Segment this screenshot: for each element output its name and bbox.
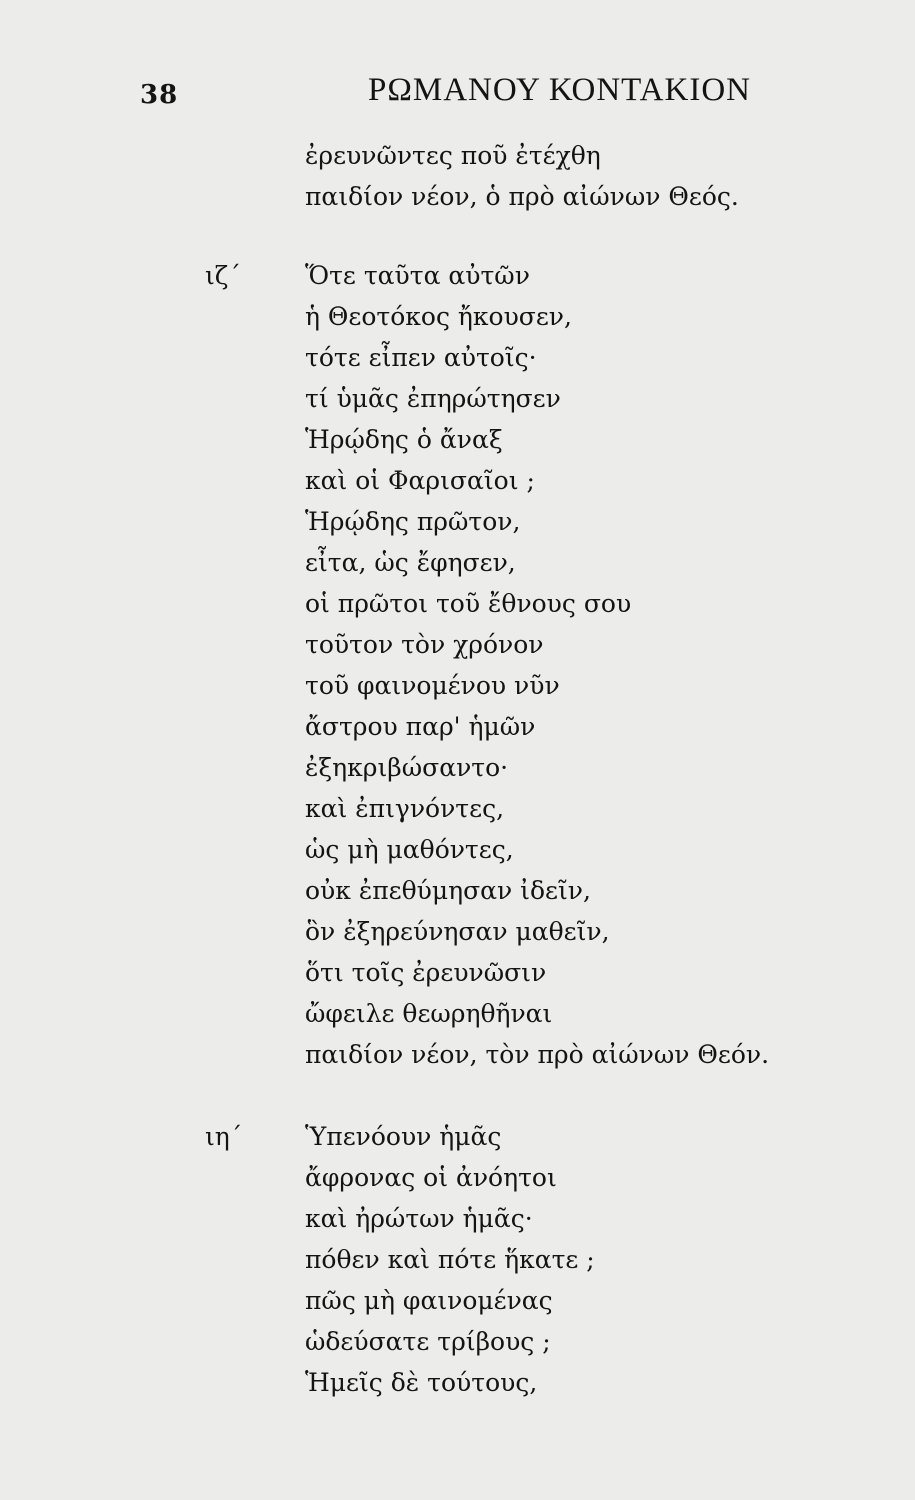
verse-line: τοῦτον τὸν χρόνον (305, 630, 544, 659)
verse-line: ἄφρονας οἱ ἀνόητοι (305, 1163, 557, 1192)
verse-line: Ὅτε ταῦτα αὐτῶν (305, 261, 530, 290)
verse-line: εἶτα, ὡς ἔφησεν, (305, 548, 516, 577)
running-title: ΡΩΜΑΝΟΥ ΚΟΝΤΑΚΙΟΝ (368, 72, 751, 108)
stanza-number: ιζ΄ (205, 261, 241, 290)
verse-line: παιδίον νέον, ὁ πρὸ αἰώνων Θεός. (305, 182, 739, 211)
verse-line: πῶς μὴ φαινομένας (305, 1286, 553, 1315)
verse-line: Ἡρῴδης πρῶτον, (305, 507, 521, 536)
verse-line: ὅτι τοῖς ἐρευνῶσιν (305, 958, 547, 987)
verse-line: οἱ πρῶτοι τοῦ ἔθνους σου (305, 589, 632, 618)
verse-line: Ὑπενόουν ἡμᾶς (305, 1122, 502, 1151)
verse-line: καὶ οἱ Φαρισαῖοι ; (305, 466, 535, 495)
verse-line: ἡ Θεοτόκος ἤκουσεν, (305, 302, 572, 331)
verse-line: ἐξηκριβώσαντο· (305, 753, 509, 782)
stanza-number: ιη΄ (205, 1122, 243, 1151)
verse-line: τοῦ φαινομένου νῦν (305, 671, 560, 700)
verse-line: οὐκ ἐπεθύμησαν ἰδεῖν, (305, 876, 591, 905)
verse-line: καὶ ἠρώτων ἡμᾶς· (305, 1204, 533, 1233)
verse-line: τότε εἶπεν αὐτοῖς· (305, 343, 537, 372)
verse-line: παιδίον νέον, τὸν πρὸ αἰώνων Θεόν. (305, 1040, 770, 1069)
verse-line: ὡδεύσατε τρίβους ; (305, 1327, 551, 1356)
verse-line: Ἡμεῖς δὲ τούτους, (305, 1368, 538, 1397)
verse-line: ἄστρου παρ' ἡμῶν (305, 712, 536, 741)
page-number: 38 (140, 80, 179, 110)
page-header (0, 72, 915, 112)
verse-line: ὃν ἐξηρεύνησαν μαθεῖν, (305, 917, 610, 946)
verse-line: ὤφειλε θεωρηθῆναι (305, 999, 553, 1028)
verse-line: ὡς μὴ μαθόντες, (305, 835, 514, 864)
verse-line: καὶ ἐπιγνόντες, (305, 794, 505, 823)
verse-line: Ἡρῴδης ὁ ἄναξ (305, 425, 503, 454)
verse-line: ἐρευνῶντες ποῦ ἐτέχθη (305, 141, 601, 170)
verse-line: τί ὑμᾶς ἐπηρώτησεν (305, 384, 561, 413)
verse-line: πόθεν καὶ πότε ἥκατε ; (305, 1245, 595, 1274)
